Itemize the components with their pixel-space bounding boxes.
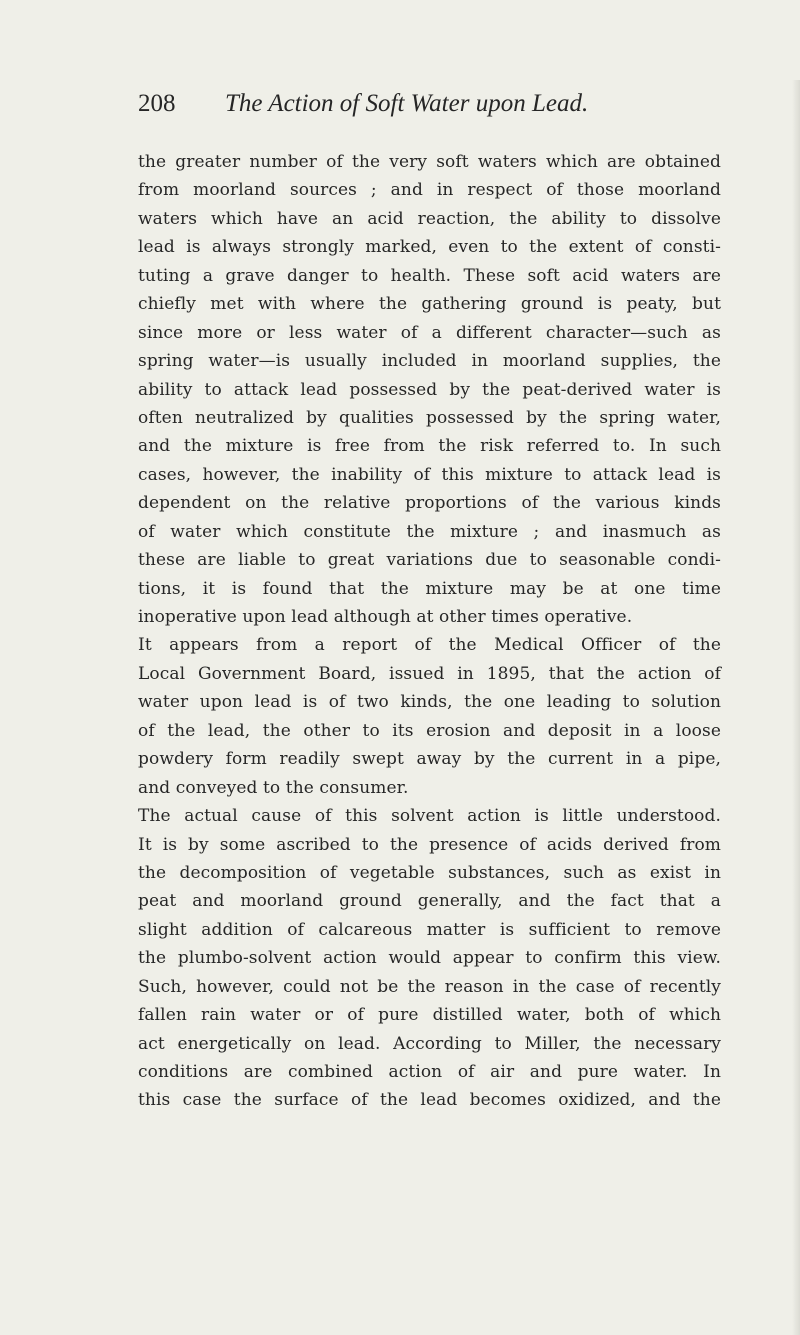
text-line: cases, however, the inability of this mixture to attack lead is	[138, 464, 721, 485]
text-line: and the mixture is free from the risk referred to. In such	[138, 436, 721, 457]
text-line: dependent on the relative proportions of the various kinds	[138, 493, 721, 514]
text-line: of the lead, the other to its erosion and deposit in a loose	[138, 720, 721, 741]
text-line: water upon lead is of two kinds, the one leading to solution	[138, 692, 721, 713]
text-line: these are liable to great variations due to seasonable condi-	[138, 550, 721, 571]
text-line: powdery form readily swept away by the current in a pipe,	[138, 749, 721, 770]
paragraph-start-line: The actual cause of this solvent action is little understood.	[138, 806, 721, 827]
paragraph-start-line: It appears from a report of the Medical Officer of the	[138, 635, 721, 656]
text-line: of water which constitute the mixture ; and inasmuch as	[138, 521, 721, 542]
text-line: from moorland sources ; and in respect of those moorland	[138, 180, 721, 201]
text-line: the plumbo-solvent action would appear to confirm this view.	[138, 948, 721, 969]
text-line: Such, however, could not be the reason in the case of recently	[138, 976, 721, 997]
body-text	[138, 148, 721, 1115]
running-title: The Action of Soft Water upon Lead.	[225, 90, 589, 117]
text-line: the decomposition of vegetable substances, such as exist in	[138, 862, 721, 883]
text-line: fallen rain water or of pure distilled water, both of which	[138, 1005, 721, 1026]
text-line: conditions are combined action of air and pure water. In	[138, 1062, 721, 1082]
paragraph-end-line: inoperative upon lead although at other times operative.	[138, 607, 633, 627]
text-line: tions, it is found that the mixture may be at one time	[138, 578, 721, 599]
text-line: It is by some ascribed to the presence of acids derived from	[138, 834, 721, 855]
text-line: peat and moorland ground generally, and the fact that a	[138, 891, 721, 912]
paragraph-end-line: and conveyed to the consumer.	[138, 777, 409, 798]
text-line: Local Government Board, issued in 1895, that the action of	[138, 663, 721, 684]
page-edge-shadow	[792, 80, 800, 1335]
text-line: spring water—is usually included in moorland supplies, the	[138, 351, 721, 372]
text-line: lead is always strongly marked, even to the extent of consti-	[138, 237, 721, 258]
text-line: waters which have an acid reaction, the ability to dissolve	[138, 208, 721, 229]
page-number: 208	[138, 90, 176, 117]
text-line: this case the surface of the lead becomes oxidized, and the	[138, 1090, 721, 1111]
text-line: the greater number of the very soft waters which are obtained	[138, 152, 721, 172]
text-line: since more or less water of a different character—such as	[138, 322, 721, 343]
text-line: act energetically on lead. According to Miller, the necessary	[138, 1033, 721, 1054]
text-line: ability to attack lead possessed by the peat-derived water is	[138, 379, 721, 400]
text-line: tuting a grave danger to health. These soft acid waters are	[138, 265, 721, 286]
text-line: chiefly met with where the gathering ground is peaty, but	[138, 294, 721, 315]
page-header	[138, 84, 738, 124]
text-line: often neutralized by qualities possessed by the spring water,	[138, 407, 721, 428]
text-line: slight addition of calcareous matter is sufficient to remove	[138, 919, 721, 940]
